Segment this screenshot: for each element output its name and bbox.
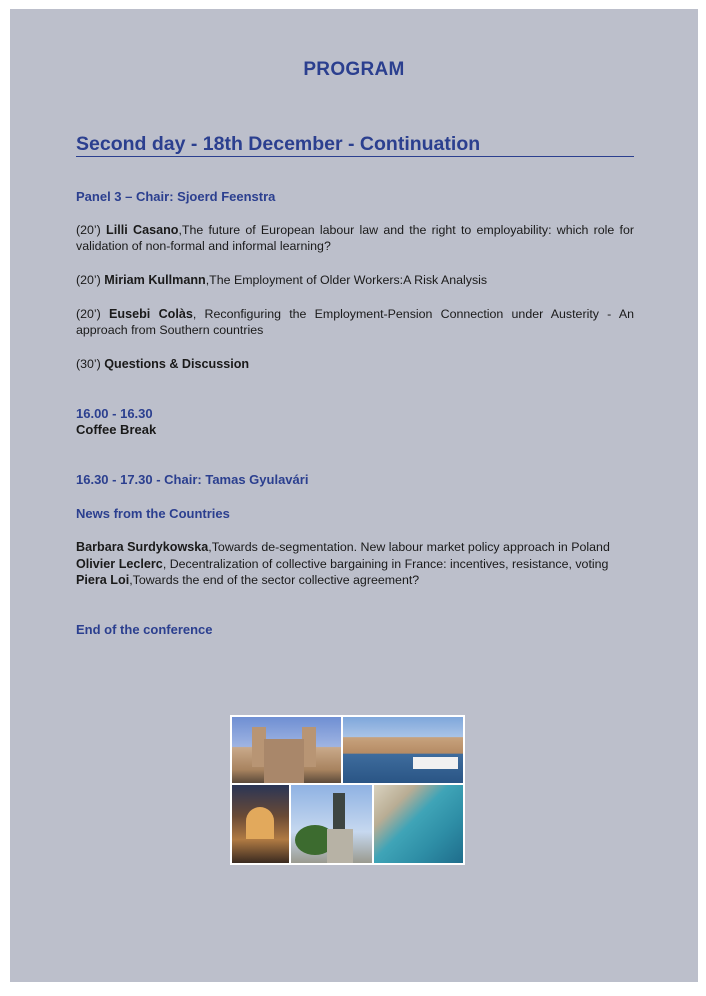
news-speaker: Piera Loi (76, 573, 130, 587)
session-heading: 16.30 - 17.30 - Chair: Tamas Gyulavári (76, 472, 309, 487)
news-topic: , Decentralization of collective bargaining in France: incentives, resistance, voting (162, 557, 609, 571)
talk-item (76, 356, 634, 372)
harbour-photo (343, 717, 463, 783)
talk-topic: , Reconfiguring the Employment-Pension Connection under Austerity - An approach from Southern countries (76, 307, 634, 337)
news-speaker: Olivier Leclerc (76, 557, 163, 571)
news-item (76, 539, 634, 555)
talk-duration: (30’) (76, 357, 101, 371)
break-time: 16.00 - 16.30 (76, 406, 153, 421)
program-page (10, 9, 698, 982)
session-subheading: News from the Countries (76, 506, 230, 521)
talk-topic: ,The Employment of Older Workers:A Risk Analysis (205, 273, 488, 287)
talk-speaker: Miriam Kullmann (104, 273, 206, 287)
photo-collage (230, 715, 465, 865)
talk-topic: ,The future of European labour law and the right to employability: which role for validation of non-formal and informal learning? (76, 223, 634, 253)
page-title: PROGRAM (303, 59, 405, 80)
day-heading: Second day - 18th December - Continuation (76, 132, 634, 157)
talk-speaker: Eusebi Colàs (109, 307, 193, 321)
news-speaker: Barbara Surdykowska (76, 540, 209, 554)
news-topic: ,Towards the end of the sector collective agreement? (129, 573, 420, 587)
news-item (76, 556, 634, 572)
statue-photo (291, 785, 372, 863)
talk-duration: (20’) (76, 273, 101, 287)
break-label: Coffee Break (76, 422, 157, 437)
church-photo (232, 717, 341, 783)
panel-heading: Panel 3 – Chair: Sjoerd Feenstra (76, 189, 276, 204)
talk-speaker: Lilli Casano (106, 223, 179, 237)
talk-duration: (20’) (76, 307, 101, 321)
arch-photo (232, 785, 289, 863)
news-item (76, 572, 634, 588)
talk-item (76, 306, 634, 338)
news-topic: ,Towards de-segmentation. New labour market policy approach in Poland (208, 540, 610, 554)
talk-speaker: Questions & Discussion (104, 357, 250, 371)
talk-item (76, 222, 634, 254)
coast-photo (374, 785, 463, 863)
talk-duration: (20’) (76, 223, 101, 237)
closing-note: End of the conference (76, 622, 213, 637)
talk-item (76, 272, 634, 288)
